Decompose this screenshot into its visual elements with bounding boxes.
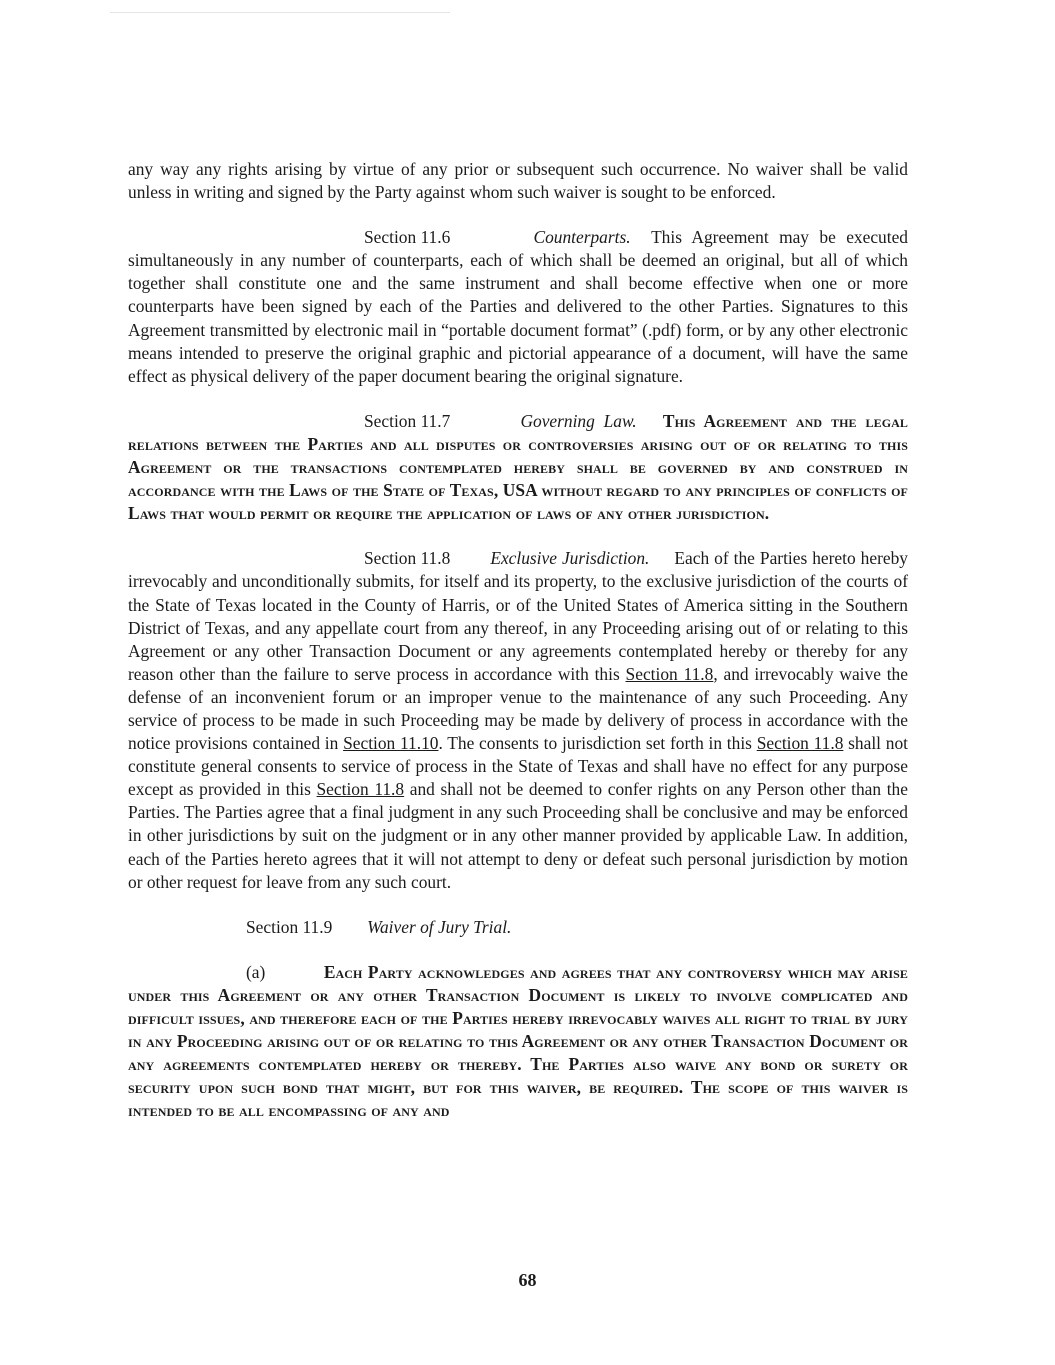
section-11-10-cross-reference[interactable]: Section 11.10	[343, 733, 439, 754]
section-11-6-body: This Agreement may be executed simultaneously in any number of counterparts, each of which shall be deemed an original, but all of which together shall constitute one and the same instrument and shall become effective when one or more counterparts have been signed by each of the Parties and delivered to the other Parties. Signatures to this Agreement transmitted by electronic mail in “portable document format” (.pdf) form, or by any other electronic means intended to preserve the original graphic and pictorial appearance of a document, will have the same effect as physical delivery of the paper document bearing the original signature.	[128, 227, 908, 386]
section-11-8-title: Exclusive Jurisdiction.	[490, 548, 650, 569]
section-11-7-body: This Agreement and the legal relations between the Parties and all disputes or controversies arising out of or relating to this Agreement or the transactions contemplated hereby shall be governed by and construed in accordance with the Laws of the State of Texas, USA without regard to any principles of conflicts of Laws that would permit or require the application of laws of any other jurisdiction.	[128, 410, 909, 524]
section-11-9-heading	[128, 916, 908, 939]
section-11-8-body-part-4: shall not constitute general consents to service of process in the State of Texas and shall have no effect for any purpose except as provided in this	[128, 733, 908, 800]
section-11-8-body-part-3: . The consents to jurisdiction set forth in this	[438, 733, 752, 754]
section-11-7-title: Governing Law.	[520, 410, 637, 431]
section-11-8-label: Section 11.8	[364, 548, 451, 569]
section-11-6-paragraph	[128, 226, 908, 388]
subsection-a-label: (a)	[246, 961, 266, 982]
section-11-6-label: Section 11.6	[364, 227, 451, 248]
document-body	[128, 158, 908, 1122]
section-11-7-paragraph	[128, 410, 908, 525]
section-11-9-a-paragraph	[128, 961, 908, 1123]
section-11-8-body-part-2: , and irrevocably waive the defense of an inconvenient forum or an improper venue to the maintenance of any such Proceeding. Any service of process to be made in such Proceeding may be made by delivery of process in accordance with the notice provisions contained in	[128, 663, 908, 754]
section-11-9-label: Section 11.9	[246, 916, 333, 937]
section-11-8-body-part-1: Each of the Parties hereto hereby irrevocably and unconditionally submits, for itself and its property, to the exclusive jurisdiction of the courts of the State of Texas located in the County of Harris, or of the United States of America sitting in the Southern District of Texas, and any appellate court from any thereof, in any Proceeding arising out of or relating to this Agreement or any other Transaction Document or any agreements contemplated hereby or thereby for any reason other than the failure to serve process in accordance with this	[128, 548, 908, 684]
section-11-8-paragraph	[128, 547, 908, 893]
section-11-8-cross-reference[interactable]: Section 11.8	[625, 663, 714, 684]
section-11-9-title: Waiver of Jury Trial.	[367, 916, 512, 937]
section-11-8-cross-reference[interactable]: Section 11.8	[756, 733, 844, 754]
section-11-8-body-part-5: and shall not be deemed to confer rights on any Person other than the Parties. The Parties agree that a final judgment in any such Proceeding shall be conclusive and may be enforced in other jurisdictions by suit on the judgment or in any other manner provided by applicable Law. In addition, each of the Parties hereto agrees that it will not attempt to deny or defeat such personal jurisdiction by motion or other request for leave from any such court.	[128, 779, 908, 892]
section-11-6-title: Counterparts.	[533, 227, 631, 248]
scan-artifact-line	[110, 12, 450, 13]
waiver-continuation-paragraph: any way any rights arising by virtue of any prior or subsequent such occurrence. No waiver shall be valid unless in writing and signed by the Party against whom such waiver is sought to be enforced.	[128, 159, 908, 203]
section-11-7-label: Section 11.7	[364, 410, 451, 431]
page-number: 68	[518, 1270, 537, 1290]
section-11-8-cross-reference[interactable]: Section 11.8	[316, 779, 405, 800]
subsection-a-body: Each Party acknowledges and agrees that any controversy which may arise under this Agreement or any other Transaction Document is likely to involve complicated and difficult issues, and therefore each of the Parties hereby irrevocably waives all right to trial by jury in any Proceeding arising out of or relating to this Agreement or any other Transaction Document or any agreements contemplated hereby or thereby. The Parties also waive any bond or surety or security upon such bond that might, but for this waiver, be required. The scope of this waiver is intended to be all encompassing of any and	[128, 961, 908, 1121]
